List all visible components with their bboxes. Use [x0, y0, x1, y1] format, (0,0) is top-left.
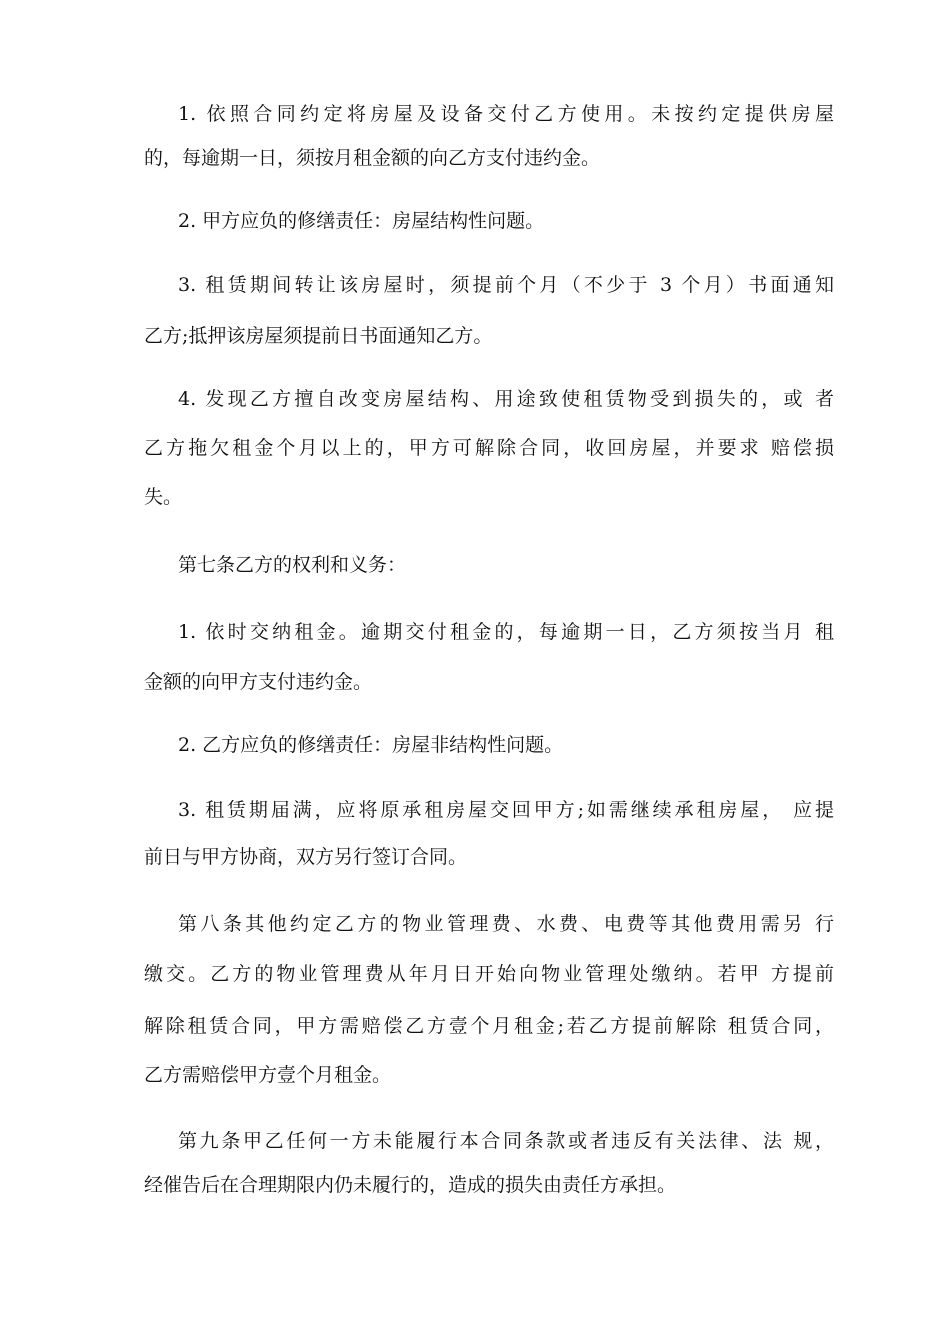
paragraph-line: 4. 发现乙方擅自改变房屋结构、用途致使租赁物受到损失的，或 者	[178, 388, 834, 410]
paragraph-line: 第九条甲乙任何一方未能履行本合同条款或者违反有关法律、法 规，	[178, 1130, 834, 1152]
paragraph-line: 经催告后在合理期限内仍未履行的，造成的损失由责任方承担。	[144, 1174, 677, 1196]
paragraph-line: 失。	[144, 486, 183, 508]
paragraph-line: 1. 依照合同约定将房屋及设备交付乙方使用。未按约定提供房屋	[178, 103, 834, 125]
paragraph-line: 3. 租赁期间转让该房屋时，须提前个月（不少于 3 个月）书面通知	[178, 274, 834, 296]
paragraph-line: 金额的向甲方支付违约金。	[144, 671, 373, 693]
paragraph-line: 2. 甲方应负的修缮责任：房屋结构性问题。	[178, 210, 545, 232]
paragraph-line: 解除租赁合同，甲方需赔偿乙方壹个月租金;若乙方提前解除 租赁合同，	[144, 1015, 834, 1037]
paragraph-line: 的，每逾期一日，须按月租金额的向乙方支付违约金。	[144, 147, 601, 169]
section-heading: 第七条乙方的权利和义务：	[178, 554, 407, 576]
paragraph-line: 前日与甲方协商，双方另行签订合同。	[144, 846, 468, 868]
paragraph-line: 第八条其他约定乙方的物业管理费、水费、电费等其他费用需另 行	[178, 913, 834, 935]
paragraph-line: 乙方拖欠租金个月以上的，甲方可解除合同，收回房屋，并要求 赔偿损	[144, 437, 834, 459]
paragraph-line: 1. 依时交纳租金。逾期交付租金的，每逾期一日，乙方须按当月 租	[178, 621, 834, 643]
paragraph-line: 3. 租赁期届满，应将原承租房屋交回甲方;如需继续承租房屋， 应提	[178, 799, 834, 821]
paragraph-line: 乙方需赔偿甲方壹个月租金。	[144, 1064, 392, 1086]
paragraph-line: 乙方;抵押该房屋须提前日书面通知乙方。	[144, 325, 493, 347]
paragraph-line: 缴交。乙方的物业管理费从年月日开始向物业管理处缴纳。若甲 方提前	[144, 963, 834, 985]
paragraph-line: 2. 乙方应负的修缮责任：房屋非结构性问题。	[178, 734, 564, 756]
